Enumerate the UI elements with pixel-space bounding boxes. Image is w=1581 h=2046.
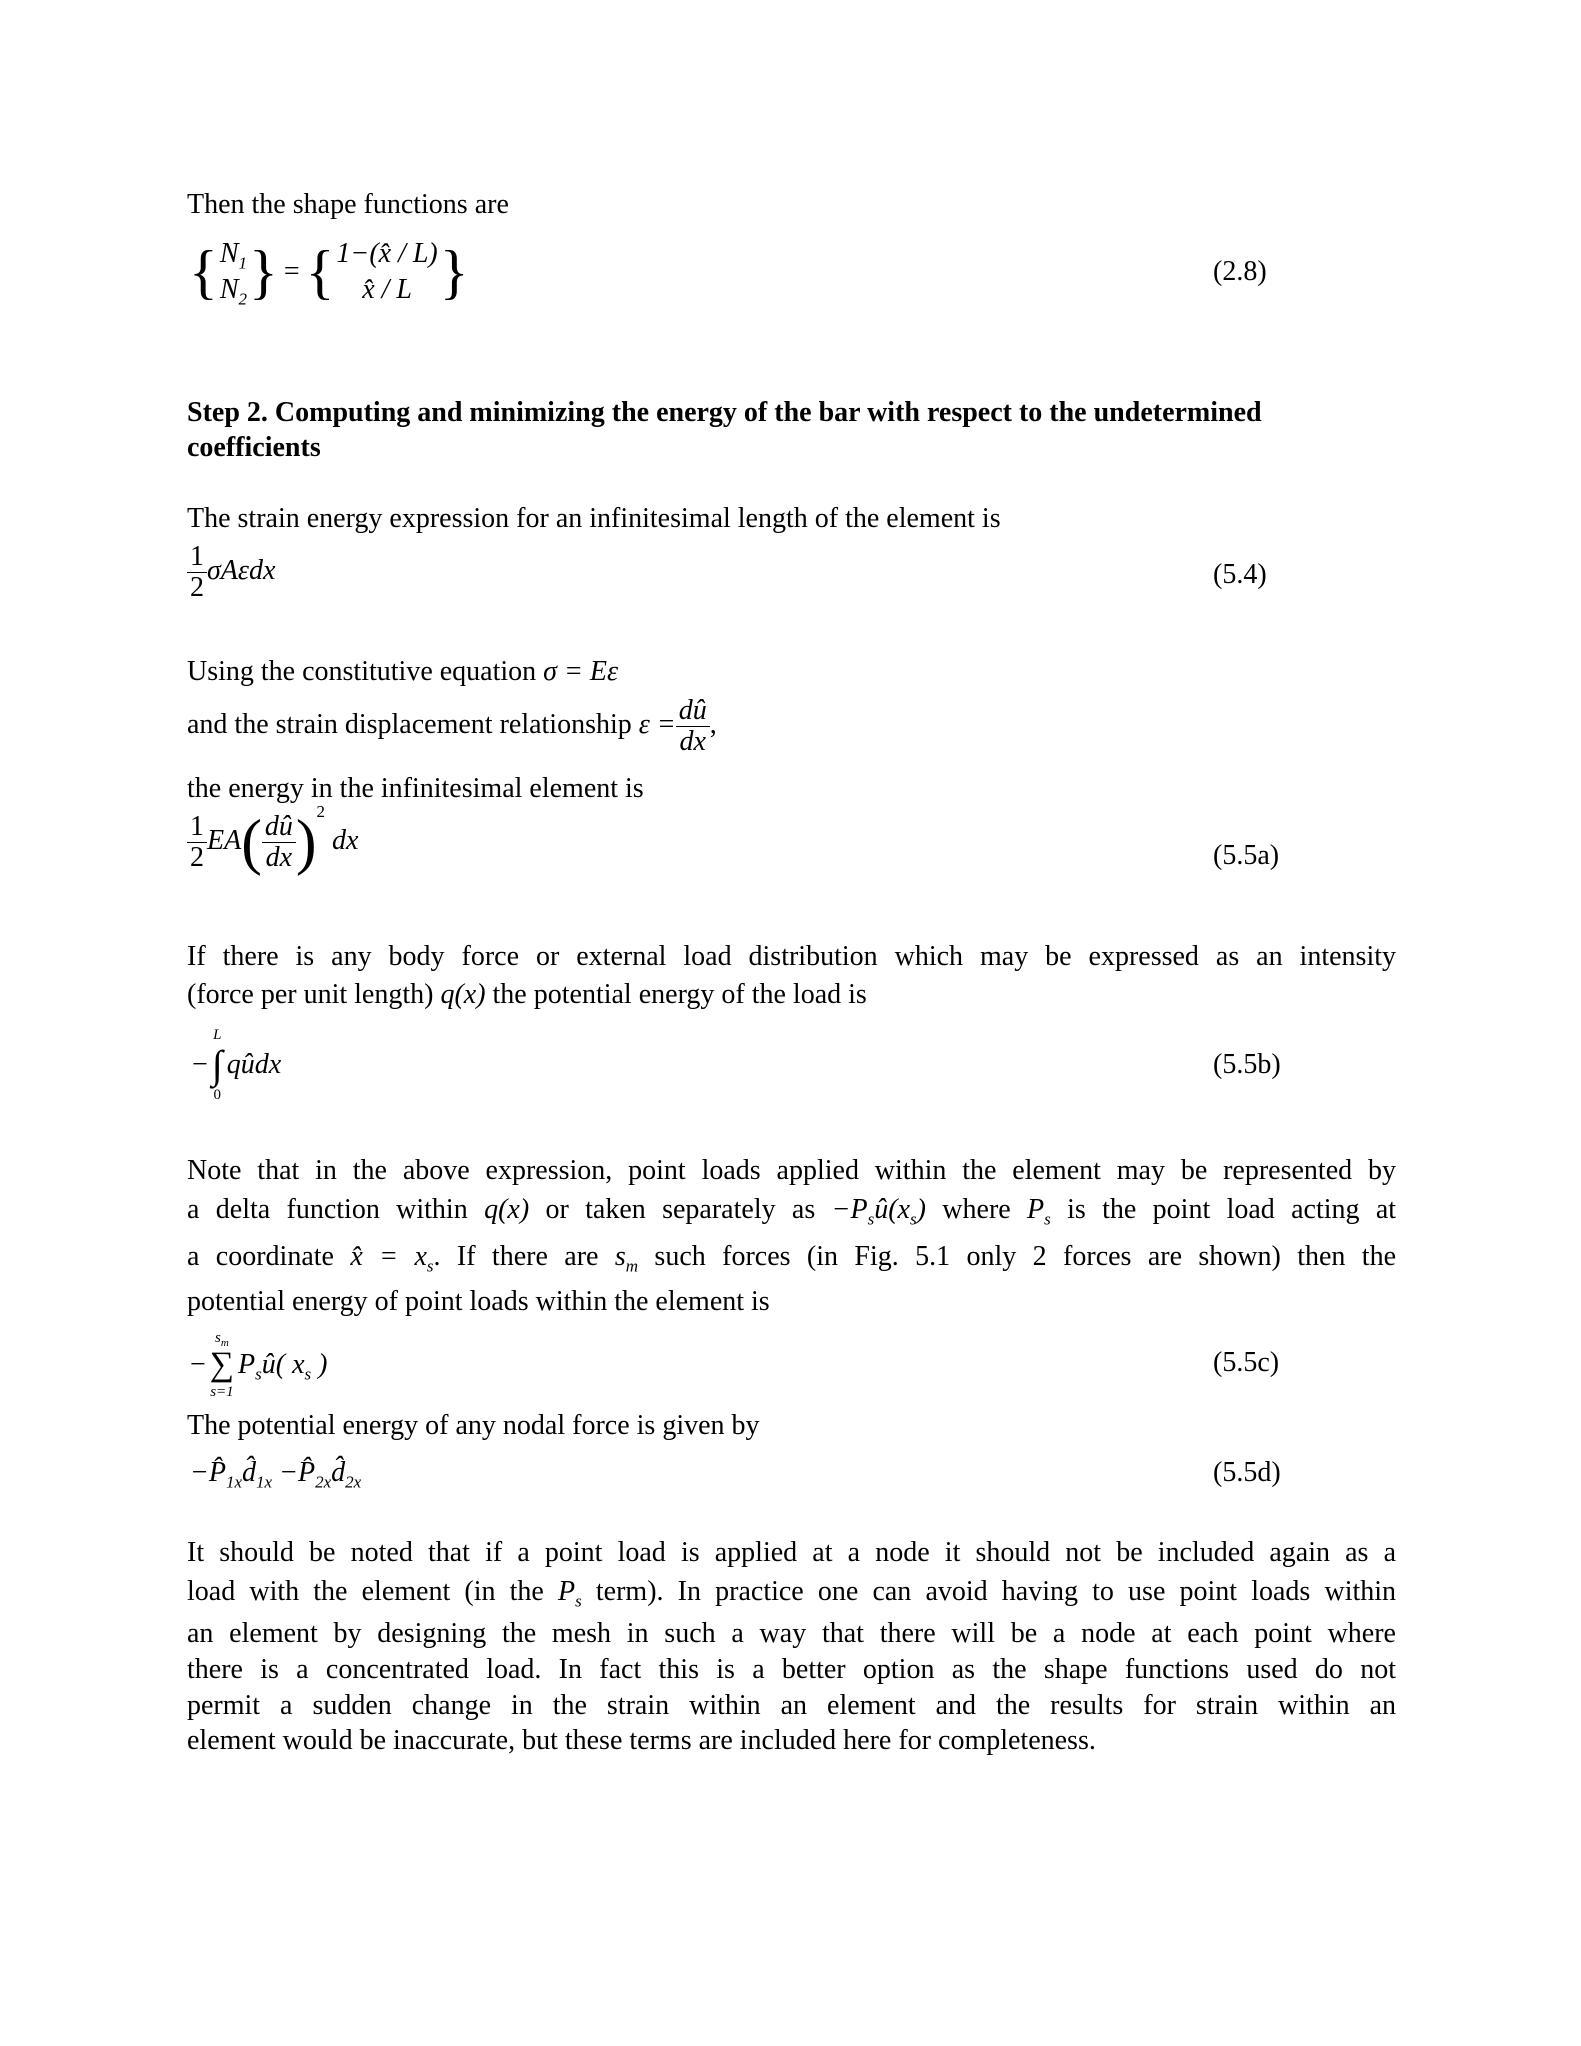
numerator: 1	[187, 542, 207, 573]
right-brace: }	[249, 239, 278, 305]
m: P	[1027, 1194, 1045, 1225]
vector-n	[220, 236, 247, 308]
lower-limit: s=1	[210, 1384, 234, 1400]
upper: s	[215, 1330, 221, 1346]
text: term). In practice one can avoid having to use point loads within	[595, 1576, 1397, 1607]
sub: 2x	[345, 1472, 362, 1492]
summand	[238, 1349, 328, 1384]
strain-intro: The strain energy expression for an infinitesimal length of the element is	[187, 503, 1001, 534]
m: −P̂	[190, 1457, 226, 1488]
eq-number: (2.8)	[1213, 256, 1267, 287]
comma: ,	[709, 708, 717, 740]
n1: N	[219, 238, 239, 269]
final-line1: It should be noted that if a point load is applied at a node it should not be included again as a	[187, 1537, 1396, 1568]
text: load with the element (in the	[187, 1576, 544, 1607]
math: σ = Eε	[543, 656, 619, 687]
final-line4: there is a concentrated load. In fact this is a better option as the shape functions used do not	[187, 1654, 1396, 1685]
denominator: 2	[190, 842, 204, 874]
vector-shape	[336, 236, 437, 308]
text: or taken separately as	[545, 1194, 816, 1225]
final-line5: permit a sudden change in the strain within an element and the results for strain within an	[187, 1690, 1396, 1721]
m: )	[311, 1349, 328, 1380]
text: is the point load acting at	[1067, 1194, 1397, 1225]
integrand: qûdx	[226, 1049, 282, 1080]
sum-sign: ∑	[209, 1346, 235, 1383]
math	[614, 1241, 639, 1276]
sub: 1x	[226, 1472, 243, 1492]
m: P	[558, 1576, 576, 1607]
sub: s	[255, 1364, 262, 1384]
math: q(x)	[440, 979, 486, 1010]
paren: (	[241, 808, 262, 877]
numerator: dû	[676, 696, 710, 727]
math: ε =	[638, 708, 676, 740]
sub: m	[625, 1256, 639, 1276]
denominator: dx	[265, 842, 293, 874]
constitutive-line	[187, 656, 618, 688]
note-line1: Note that in the above expression, point loads applied within the element may be represented by	[187, 1155, 1396, 1186]
sub: 2	[238, 289, 247, 309]
strain-displacement-line	[187, 696, 717, 757]
right-brace: }	[439, 239, 469, 305]
text: Using the constitutive equation	[187, 656, 537, 687]
upper-limit: L	[213, 1027, 222, 1043]
n2-entry	[220, 272, 247, 308]
step2-heading: Step 2. Computing and minimizing the energy of the bar with respect to the undetermined	[187, 397, 1262, 428]
eq-number: (5.5b)	[1213, 1049, 1281, 1080]
equals: =	[283, 256, 300, 287]
dx: dx	[332, 825, 359, 856]
final-line3: an element by designing the mesh in such a way that there will be a node at each point where	[187, 1618, 1396, 1649]
body-force-line2	[187, 979, 867, 1011]
power: 2	[316, 802, 326, 821]
m: x̂ = x	[350, 1241, 427, 1272]
numerator: dû	[262, 812, 296, 843]
paren: )	[295, 808, 317, 877]
minus: −	[190, 1349, 206, 1380]
text: such forces (in Fig. 5.1 only 2 forces are shown) then the	[654, 1241, 1397, 1272]
text: the potential energy of the load is	[492, 979, 867, 1010]
math	[350, 1241, 434, 1276]
equation-5-5b	[192, 1027, 281, 1103]
expression: σAεdx	[207, 554, 276, 586]
m: d̂	[242, 1457, 257, 1488]
math	[831, 1194, 926, 1229]
upper-limit	[215, 1330, 229, 1349]
shape-n2: x̂ / L	[362, 274, 412, 305]
sub: s	[1044, 1209, 1051, 1229]
math	[558, 1576, 582, 1611]
integral	[212, 1027, 223, 1103]
shape-n1: 1−(x̂ / L)	[336, 238, 438, 269]
m: −P̂	[272, 1457, 316, 1488]
m: d̂	[331, 1457, 346, 1488]
sub: s	[304, 1364, 312, 1384]
summation	[210, 1330, 234, 1400]
sub: 1x	[256, 1472, 273, 1492]
sub: s	[867, 1209, 875, 1229]
sub: 1	[238, 253, 247, 273]
eq-number: (5.5c)	[1213, 1347, 1280, 1378]
m: )	[916, 1194, 926, 1225]
m: s	[614, 1241, 626, 1272]
eq-number: (5.5a)	[1213, 840, 1280, 871]
note-line3	[187, 1241, 1397, 1276]
math	[1027, 1194, 1051, 1229]
equation-2-8	[187, 236, 471, 308]
final-line2	[187, 1576, 1397, 1611]
text: a delta function within	[187, 1194, 468, 1225]
lower-limit: 0	[213, 1087, 222, 1103]
text: (force per unit length)	[187, 979, 434, 1010]
sub: s	[575, 1591, 582, 1611]
m: −P	[831, 1194, 868, 1225]
nodal-line: The potential energy of any nodal force is given by	[187, 1410, 760, 1441]
sub: s	[910, 1209, 917, 1229]
sub: s	[426, 1256, 434, 1276]
left-brace: {	[305, 239, 335, 305]
n1-entry	[220, 236, 247, 272]
final-line6: element would be inaccurate, but these terms are included here for completeness.	[187, 1725, 1096, 1756]
note-line2	[187, 1194, 1397, 1229]
text: a coordinate	[187, 1241, 334, 1272]
equation-5-5c	[190, 1330, 328, 1400]
text: where	[942, 1194, 1011, 1225]
eq-number: (5.5d)	[1213, 1457, 1281, 1488]
step2-heading-cont: coefficients	[187, 432, 321, 463]
sub: m	[220, 1337, 229, 1349]
left-brace: {	[189, 239, 218, 305]
numerator: 1	[187, 812, 207, 843]
denominator: 2	[190, 572, 204, 603]
text: and the strain displacement relationship	[187, 708, 632, 740]
m: P	[238, 1349, 256, 1380]
denominator: dx	[679, 726, 706, 757]
sub: 2x	[315, 1472, 332, 1492]
note-line4: potential energy of point loads within the element is	[187, 1286, 770, 1317]
intro-text: Then the shape functions are	[187, 189, 509, 220]
n2: N	[219, 274, 239, 305]
m: û(x	[874, 1194, 910, 1225]
eq-number: (5.4)	[1213, 559, 1267, 590]
equation-5-5d	[190, 1457, 362, 1492]
m: û( x	[261, 1349, 305, 1380]
equation-5-4	[187, 542, 275, 603]
minus: −	[192, 1049, 208, 1080]
equation-5-5a	[187, 802, 359, 877]
body-force-line1: If there is any body force or external load distribution which may be expressed as an intensity	[187, 941, 1396, 972]
math: q(x)	[484, 1194, 530, 1225]
ea: EA	[207, 825, 242, 856]
text: . If there are	[433, 1241, 599, 1272]
energy-line: the energy in the infinitesimal element is	[187, 773, 644, 804]
integral-sign: ∫	[211, 1042, 223, 1087]
